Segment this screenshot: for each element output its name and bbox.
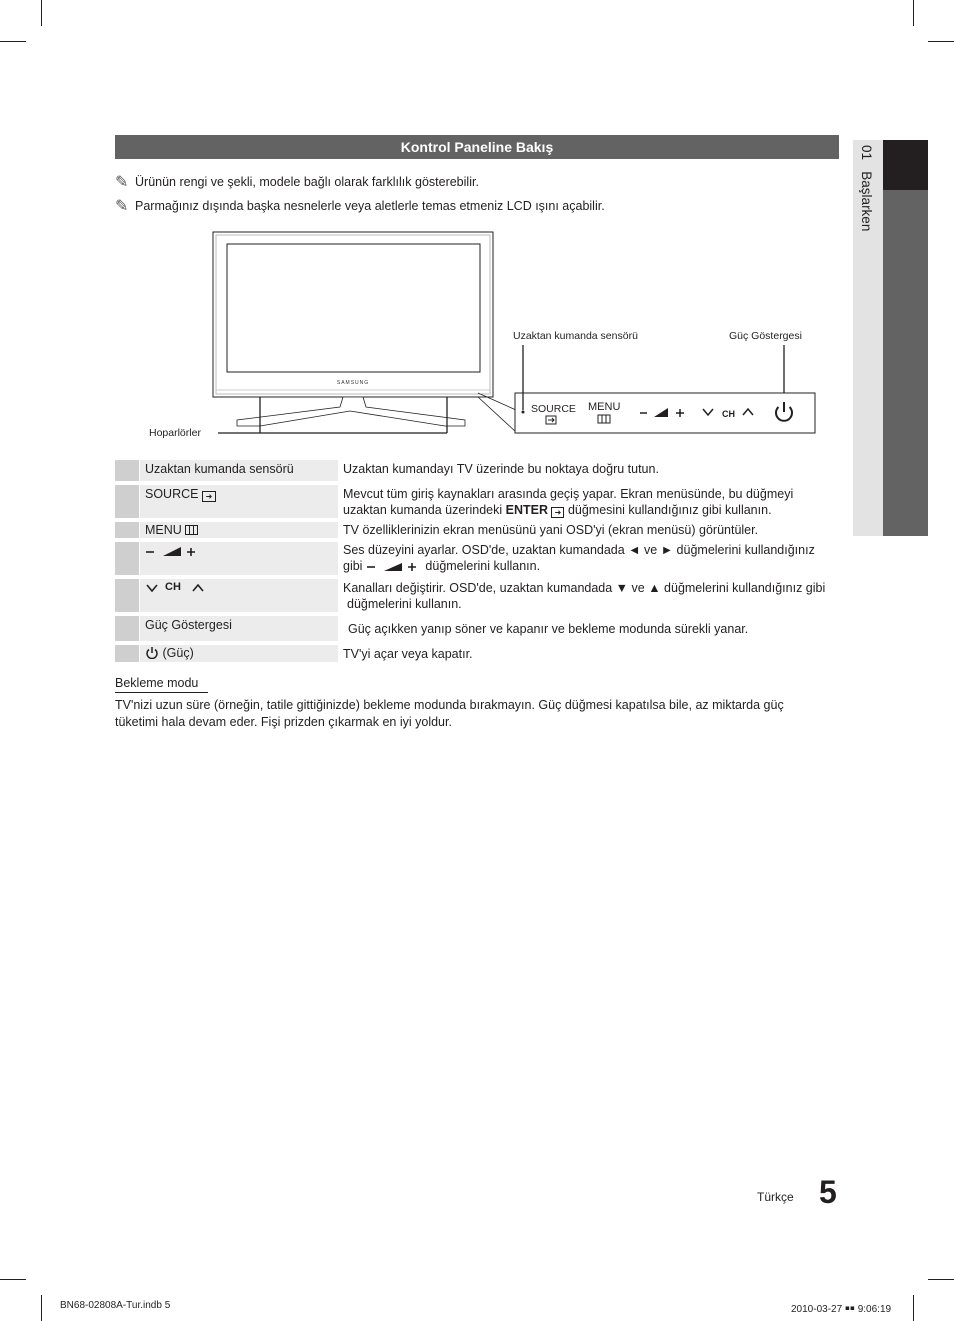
speakers-callout-label: Hoparlörler <box>149 427 201 439</box>
enter-icon: ➜ <box>551 507 564 518</box>
tv-brand-logo: SAMSUNG <box>336 380 370 386</box>
table-row-desc: Kanalları değiştirir. OSD'de, uzaktan kumandada ▼ ve ▲ düğmelerini kullandığınız gibi düğmelerini kullanın. <box>343 581 826 611</box>
sensor-callout-label: Uzaktan kumanda sensörü <box>513 330 638 342</box>
table-row-name: (Güç) <box>140 645 338 662</box>
chapter-label: 01 Başlarken <box>859 145 874 232</box>
pencil-note-icon: ✎ <box>115 174 129 191</box>
panel-ch-label: CH <box>722 409 735 419</box>
section-title: Kontrol Paneline Bakış <box>115 135 839 159</box>
table-row-desc: TV özelliklerinizin ekran menüsünü yani OSD'yi (ekran menüsü) görüntüler. <box>343 523 759 537</box>
pencil-note-icon: ✎ <box>115 198 129 215</box>
table-row-desc: Güç açıkken yanıp söner ve kapanır ve bekleme modunda sürekli yanar. <box>348 622 749 636</box>
footer-datetime: 2010-03-27 ￭￭ 9:06:19 <box>791 1304 892 1315</box>
control-panel <box>515 345 815 433</box>
footer-file: BN68-02808A-Tur.indb 5 <box>60 1300 171 1311</box>
table-row-name: CH <box>140 579 338 612</box>
tv-illustration <box>213 232 516 433</box>
table-row-desc: Ses düzeyini ayarlar. OSD'de, uzaktan kumandada ◄ ve ► düğmelerini kullandığınız gibi düğmelerini kullanın. <box>343 543 815 573</box>
note-item: ✎ Parmağınız dışında başka nesnelerle veya aletlerle temas etmeniz LCD ışını açabilir. <box>115 198 605 215</box>
table-row-name: SOURCE ➜ <box>140 485 338 518</box>
page-number: 5 <box>819 1174 837 1210</box>
table-row-desc: TV'yi açar veya kapatır. <box>343 647 473 661</box>
source-icon: ➜ <box>202 491 216 502</box>
table-row-name: MENU <box>140 522 338 538</box>
table-row-name: Güç Göstergesi <box>140 616 338 641</box>
table-row-name: Uzaktan kumanda sensörü <box>140 460 338 481</box>
standby-heading: Bekleme modu <box>115 676 208 693</box>
table-row-desc: Mevcut tüm giriş kaynakları arasında geçiş yapar. Ekran menüsünde, bu düğmeyi uzaktan kumanda üzerindeki ENTER ➜ düğmesini kullandığınız gibi kullanın. <box>343 487 794 517</box>
sensor-dot <box>522 411 525 414</box>
menu-icon <box>185 525 198 535</box>
panel-menu-label: MENU <box>588 401 621 413</box>
footer-language: Türkçe <box>757 1190 794 1204</box>
table-row-desc: Uzaktan kumandayı TV üzerinde bu noktaya doğru tutun. <box>343 462 659 476</box>
note-item: ✎ Ürünün rengi ve şekli, modele bağlı olarak farklılık gösterebilir. <box>115 174 479 191</box>
table-row-name <box>140 542 338 575</box>
volume-controls-icon <box>366 560 422 572</box>
panel-source-label: SOURCE <box>531 403 576 415</box>
tv-control-panel-diagram <box>0 0 954 470</box>
volume-controls-icon <box>145 544 201 558</box>
power-icon <box>145 646 159 659</box>
power-indicator-callout-label: Güç Göstergesi <box>729 330 802 342</box>
standby-text: TV'nizi uzun süre (örneğin, tatile gittiğinizde) bekleme modunda bırakmayın. Güç düğmesi kapatılsa bile, az miktarda güç tüketimi hala devam eder. Fişi prizden çıkarmak en iyi yoldur. <box>115 698 784 729</box>
